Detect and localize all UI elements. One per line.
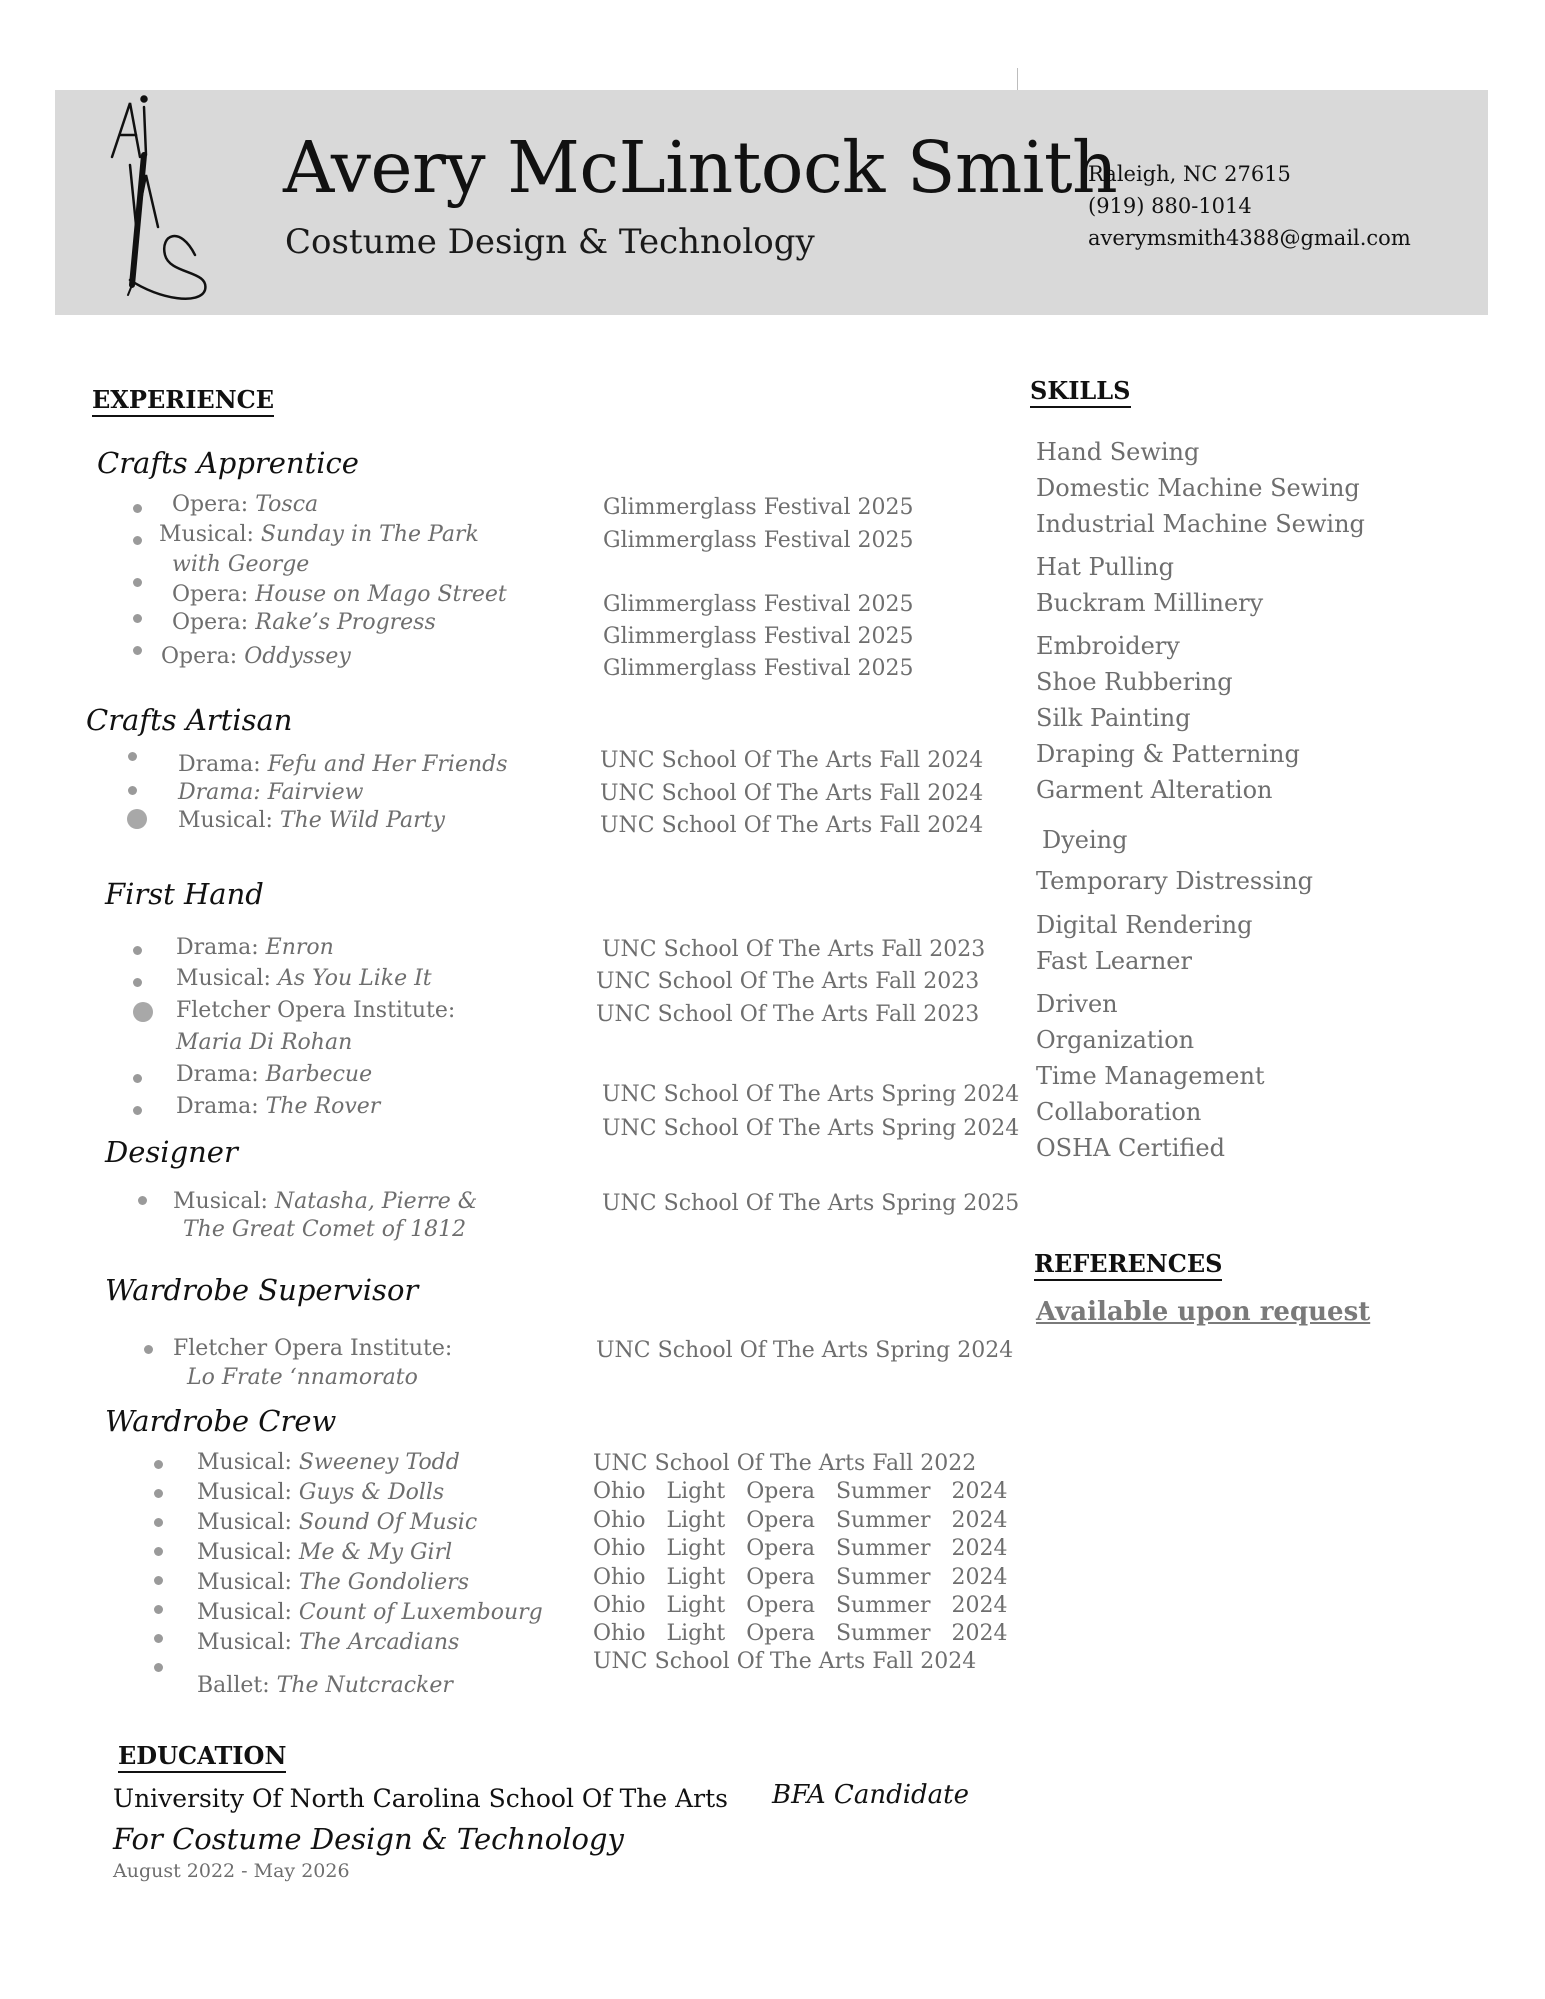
education-school: University Of North Carolina School Of The Arts bbox=[113, 1784, 728, 1813]
skill-item: Fast Learner bbox=[1036, 947, 1192, 975]
list-item-venue: Glimmerglass Festival 2025 bbox=[603, 624, 914, 649]
bullet bbox=[133, 978, 142, 987]
skill-item: Digital Rendering bbox=[1036, 911, 1253, 939]
list-item: Drama: Fefu and Her Friends bbox=[178, 752, 508, 777]
list-item: Musical: Sunday in The Park bbox=[159, 522, 479, 547]
list-item: Musical: Count of Luxembourg bbox=[197, 1600, 543, 1625]
list-item-venue: UNC School Of The Arts Fall 2024 bbox=[600, 748, 984, 773]
list-item: Musical: Natasha, Pierre & bbox=[173, 1189, 478, 1214]
resume-name: Avery McLintock Smith bbox=[283, 126, 1118, 209]
bullet bbox=[127, 809, 147, 829]
list-item: Opera: Tosca bbox=[172, 492, 319, 517]
role-designer: Designer bbox=[105, 1135, 238, 1169]
bullet bbox=[154, 1576, 163, 1585]
list-item: Opera: Rake’s Progress bbox=[172, 610, 436, 635]
bullet bbox=[154, 1460, 163, 1469]
list-item-venue: Glimmerglass Festival 2025 bbox=[603, 528, 914, 553]
education-degree: BFA Candidate bbox=[772, 1780, 970, 1810]
bullet bbox=[133, 536, 142, 545]
skill-item: Embroidery bbox=[1036, 632, 1180, 660]
list-item: Musical: The Gondoliers bbox=[197, 1570, 469, 1595]
list-item-continued: The Great Comet of 1812 bbox=[183, 1217, 467, 1242]
list-item: Fletcher Opera Institute: bbox=[176, 998, 456, 1023]
resume-subtitle: Costume Design & Technology bbox=[285, 222, 815, 262]
list-item-continued: with George bbox=[172, 552, 310, 577]
skill-item: Hat Pulling bbox=[1036, 553, 1174, 581]
list-item: Drama: Enron bbox=[176, 935, 334, 960]
skill-item: Time Management bbox=[1036, 1062, 1265, 1090]
list-item-venue: UNC School Of The Arts Spring 2024 bbox=[596, 1338, 1014, 1363]
skill-item: Domestic Machine Sewing bbox=[1036, 474, 1360, 502]
skill-item: OSHA Certified bbox=[1036, 1134, 1225, 1162]
list-item: Musical: Me & My Girl bbox=[197, 1540, 453, 1565]
skill-item: Dyeing bbox=[1042, 826, 1128, 854]
skill-item: Hand Sewing bbox=[1036, 438, 1200, 466]
monogram-logo bbox=[100, 95, 230, 300]
list-item: Musical: As You Like It bbox=[176, 966, 432, 991]
top-divider bbox=[1017, 68, 1018, 92]
list-item: Musical: Sweeney Todd bbox=[197, 1450, 460, 1475]
list-item-venue: UNC School Of The Arts Fall 2023 bbox=[602, 937, 986, 962]
list-item-venue: Glimmerglass Festival 2025 bbox=[603, 592, 914, 617]
role-crafts-apprentice: Crafts Apprentice bbox=[97, 446, 359, 480]
list-item-venue: Ohio Light Opera Summer 2024 bbox=[593, 1565, 1008, 1590]
bullet bbox=[128, 752, 137, 761]
list-item: Ballet: The Nutcracker bbox=[197, 1673, 453, 1698]
list-item-venue: Ohio Light Opera Summer 2024 bbox=[593, 1508, 1008, 1533]
education-dates: August 2022 - May 2026 bbox=[113, 1860, 350, 1882]
role-wardrobe-supervisor: Wardrobe Supervisor bbox=[105, 1273, 419, 1307]
bullet bbox=[138, 1196, 147, 1205]
bullet bbox=[154, 1605, 163, 1614]
skill-item: Driven bbox=[1036, 990, 1118, 1018]
contact-location: Raleigh, NC 27615 bbox=[1088, 162, 1291, 186]
list-item-venue: UNC School Of The Arts Spring 2025 bbox=[602, 1191, 1020, 1216]
list-item-venue: Ohio Light Opera Summer 2024 bbox=[593, 1621, 1008, 1646]
list-item: Musical: Sound Of Music bbox=[197, 1510, 478, 1535]
skill-item: Organization bbox=[1036, 1026, 1195, 1054]
bullet bbox=[154, 1547, 163, 1556]
bullet bbox=[154, 1518, 163, 1527]
list-item-venue: UNC School Of The Arts Fall 2024 bbox=[600, 813, 984, 838]
references-text: Available upon request bbox=[1036, 1297, 1371, 1327]
bullet bbox=[133, 946, 142, 955]
bullet bbox=[128, 786, 137, 795]
list-item: Fletcher Opera Institute: bbox=[173, 1336, 453, 1361]
skill-item: Garment Alteration bbox=[1036, 776, 1273, 804]
skill-item: Silk Painting bbox=[1036, 704, 1191, 732]
role-first-hand: First Hand bbox=[105, 877, 264, 911]
role-crafts-artisan: Crafts Artisan bbox=[86, 703, 293, 737]
list-item-venue: UNC School Of The Arts Fall 2023 bbox=[596, 1002, 980, 1027]
bullet bbox=[154, 1634, 163, 1643]
education-program: For Costume Design & Technology bbox=[113, 1822, 624, 1856]
list-item: Opera: House on Mago Street bbox=[172, 582, 507, 607]
skill-item: Temporary Distressing bbox=[1036, 867, 1314, 895]
bullet bbox=[144, 1345, 153, 1354]
list-item-venue: Ohio Light Opera Summer 2024 bbox=[593, 1479, 1008, 1504]
bullet bbox=[133, 614, 142, 623]
skill-item: Industrial Machine Sewing bbox=[1036, 510, 1365, 538]
list-item-venue: Glimmerglass Festival 2025 bbox=[603, 495, 914, 520]
list-item-venue: UNC School Of The Arts Fall 2024 bbox=[600, 781, 984, 806]
list-item-venue: UNC School Of The Arts Fall 2024 bbox=[593, 1649, 977, 1674]
role-wardrobe-crew: Wardrobe Crew bbox=[105, 1404, 337, 1438]
list-item: Musical: The Wild Party bbox=[178, 808, 445, 833]
list-item-venue: UNC School Of The Arts Spring 2024 bbox=[602, 1116, 1020, 1141]
list-item: Drama: Barbecue bbox=[176, 1062, 373, 1087]
list-item: Drama: Fairview bbox=[178, 780, 364, 805]
education-heading: EDUCATION bbox=[118, 1741, 286, 1773]
skill-item: Draping & Patterning bbox=[1036, 740, 1300, 768]
list-item: Drama: The Rover bbox=[176, 1094, 381, 1119]
bullet bbox=[133, 646, 142, 655]
bullet bbox=[133, 1002, 153, 1022]
list-item-venue: Glimmerglass Festival 2025 bbox=[603, 656, 914, 681]
contact-phone: (919) 880-1014 bbox=[1088, 194, 1252, 218]
bullet bbox=[133, 578, 142, 587]
list-item-continued: Maria Di Rohan bbox=[176, 1030, 353, 1055]
list-item: Opera: Oddyssey bbox=[161, 644, 351, 669]
contact-email[interactable]: averymsmith4388@gmail.com bbox=[1088, 226, 1411, 250]
skills-heading: SKILLS bbox=[1030, 376, 1131, 408]
bullet bbox=[154, 1663, 163, 1672]
list-item-venue: UNC School Of The Arts Fall 2022 bbox=[593, 1451, 977, 1476]
skill-item: Buckram Millinery bbox=[1036, 589, 1264, 617]
logo-text: AMS bbox=[100, 95, 103, 96]
bullet bbox=[133, 504, 142, 513]
references-heading: REFERENCES bbox=[1034, 1249, 1222, 1281]
skill-item: Collaboration bbox=[1036, 1098, 1202, 1126]
list-item-venue: Ohio Light Opera Summer 2024 bbox=[593, 1593, 1008, 1618]
bullet bbox=[133, 1106, 142, 1115]
list-item-venue: Ohio Light Opera Summer 2024 bbox=[593, 1536, 1008, 1561]
bullet bbox=[133, 1074, 142, 1083]
skill-item: Shoe Rubbering bbox=[1036, 668, 1233, 696]
list-item-venue: UNC School Of The Arts Fall 2023 bbox=[596, 969, 980, 994]
list-item: Musical: Guys & Dolls bbox=[197, 1480, 445, 1505]
list-item-venue: UNC School Of The Arts Spring 2024 bbox=[602, 1082, 1020, 1107]
list-item: Musical: The Arcadians bbox=[197, 1630, 460, 1655]
experience-heading: EXPERIENCE bbox=[92, 385, 274, 417]
list-item-continued: Lo Frate ‘nnamorato bbox=[187, 1365, 418, 1390]
bullet bbox=[154, 1489, 163, 1498]
